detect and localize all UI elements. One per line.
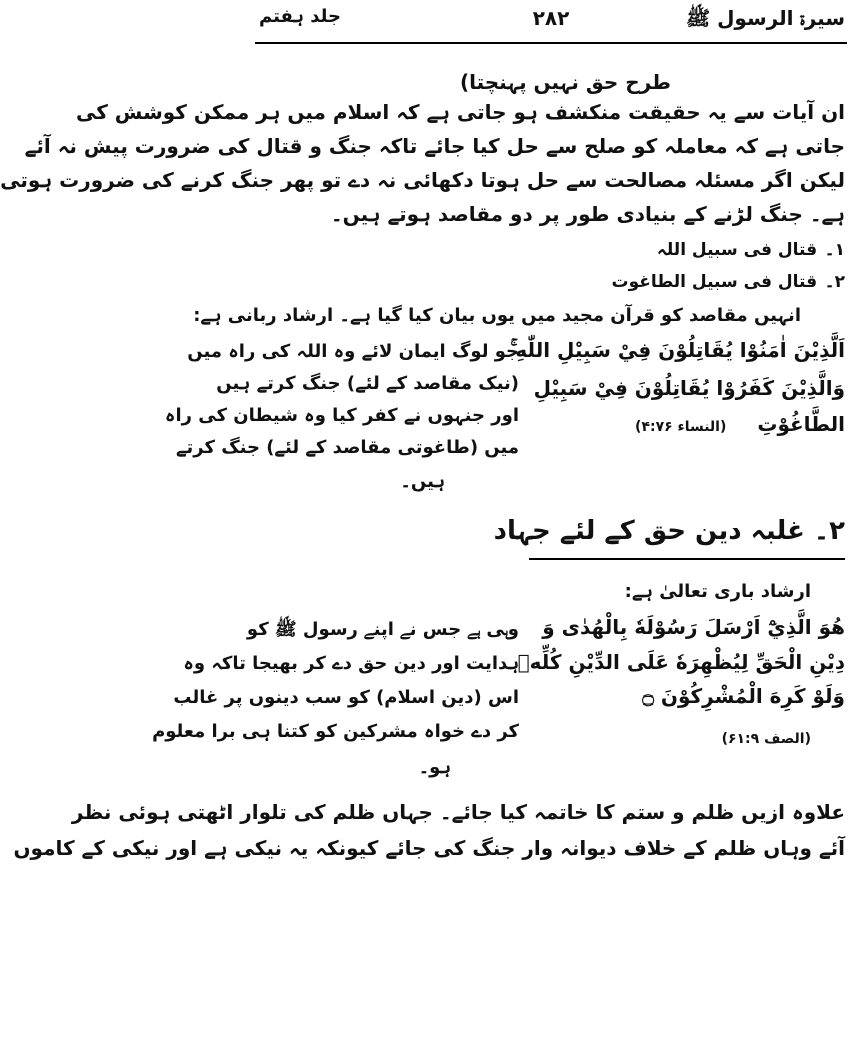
book-title: سیرۃ الرسول ﷺ	[685, 6, 845, 30]
top-line: طرح حق نہیں پہنچتا)	[459, 70, 671, 94]
intro2: انہیں مقاصد کو قرآن مجید میں یوں بیان کیا گیا ہے۔ ارشاد ربانی ہے:	[193, 305, 801, 326]
purpose-text: قتال فی سبیل اللہ	[656, 240, 818, 260]
para-line: لیکن اگر مسئلہ مصالحت سے حل ہوتا دکھائی نہ دے تو پھر جنگ کرنے کی ضرورت ہوتی	[0, 168, 845, 192]
verse1-translation: ہیں۔	[400, 471, 445, 492]
intro3: ارشاد باری تعالیٰ ہے:	[624, 581, 811, 602]
verse2-ref-line	[722, 724, 811, 751]
para-line: ان آیات سے یہ حقیقت منکشف ہو جاتی ہے کہ اسلام میں ہر ممکن کوشش کی	[75, 100, 845, 124]
verse1-ref: (النساء ۴:۷۶)	[635, 419, 727, 435]
verse1-line: وَالَّذِيْنَ كَفَرُوْا يُقَاتِلُوْنَ فِيْ سَبِيْلِ	[533, 376, 845, 400]
purpose-item	[257, 238, 845, 262]
verse2-line: وَلَوْ كَرِهَ الْمُشْرِكُوْنَ ۝	[642, 684, 845, 708]
verse1-last: الطَّاغُوْتِ	[757, 412, 845, 436]
verse2-translation: ہو۔	[418, 757, 451, 778]
verse2-translation: وہی ہے جس نے اپنے رسول ﷺ کو	[246, 619, 519, 640]
closing-line: آئے وہاں ظلم کے خلاف دیوانہ وار جنگ کی جائے کیونکہ یہ نیکی ہے اور نیکی کے کاموں	[13, 836, 845, 860]
para-line: جاتی ہے کہ معاملہ کو صلح سے حل کیا جائے تاکہ جنگ و قتال کی ضرورت پیش نہ آئے	[24, 134, 845, 158]
para-line: ہے۔ جنگ لڑنے کے بنیادی طور پر دو مقاصد ہوتے ہیں۔	[330, 202, 845, 226]
page-number: ۲۸۲	[532, 6, 570, 30]
closing-line: علاوہ ازیں ظلم و ستم کا خاتمہ کیا جائے۔ جہاں ظلم کی تلوار اٹھتی ہوئی نظر	[71, 800, 845, 824]
header-rule	[255, 42, 847, 44]
purpose-number: ۱۔	[824, 240, 845, 260]
verse2-ref: (الصف ۶۱:۹)	[721, 731, 811, 747]
verse1-line	[635, 412, 845, 439]
verse2-line: هُوَ الَّذِيْٓ اَرْسَلَ رَسُوْلَهٗ بِالْهُدٰى وَ	[542, 615, 845, 639]
verse1-line: اَلَّذِيْنَ اٰمَنُوْا يُقَاتِلُوْنَ فِيْ سَبِيْلِ اللّٰهِ ۚ	[510, 338, 845, 362]
verse1-translation: جو لوگ ایمان لائے وہ اللہ کی راہ میں	[187, 341, 519, 362]
purpose-item	[257, 270, 845, 294]
purpose-number: ۲۔	[824, 272, 845, 292]
section-heading: ۲۔ غلبہ دین حق کے لئے جہاد	[493, 516, 845, 546]
volume-label: جلد ہفتم	[259, 6, 341, 27]
page-header	[251, 0, 851, 42]
verse2-translation: ہدایت اور دین حق دے کر بھیجا تاکہ وہ	[183, 653, 519, 674]
verse2-translation: کر دے خواہ مشرکین کو کتنا ہی برا معلوم	[152, 721, 519, 742]
verse2-line: دِيْنِ الْحَقِّ لِيُظْهِرَهٗ عَلَى الدِّيْنِ كُلِّهٖ	[517, 650, 845, 674]
purpose-text: قتال فی سبیل الطاغوت	[611, 272, 818, 292]
verse1-translation: (نیک مقاصد کے لئے) جنگ کرتے ہیں	[216, 373, 519, 394]
verse1-translation: میں (طاغوتی مقاصد کے لئے) جنگ کرتے	[175, 437, 519, 458]
section-underline	[529, 558, 845, 560]
verse1-translation: اور جنہوں نے کفر کیا وہ شیطان کی راہ	[164, 405, 519, 426]
verse2-translation: اس (دین اسلام) کو سب دینوں پر غالب	[173, 687, 519, 708]
